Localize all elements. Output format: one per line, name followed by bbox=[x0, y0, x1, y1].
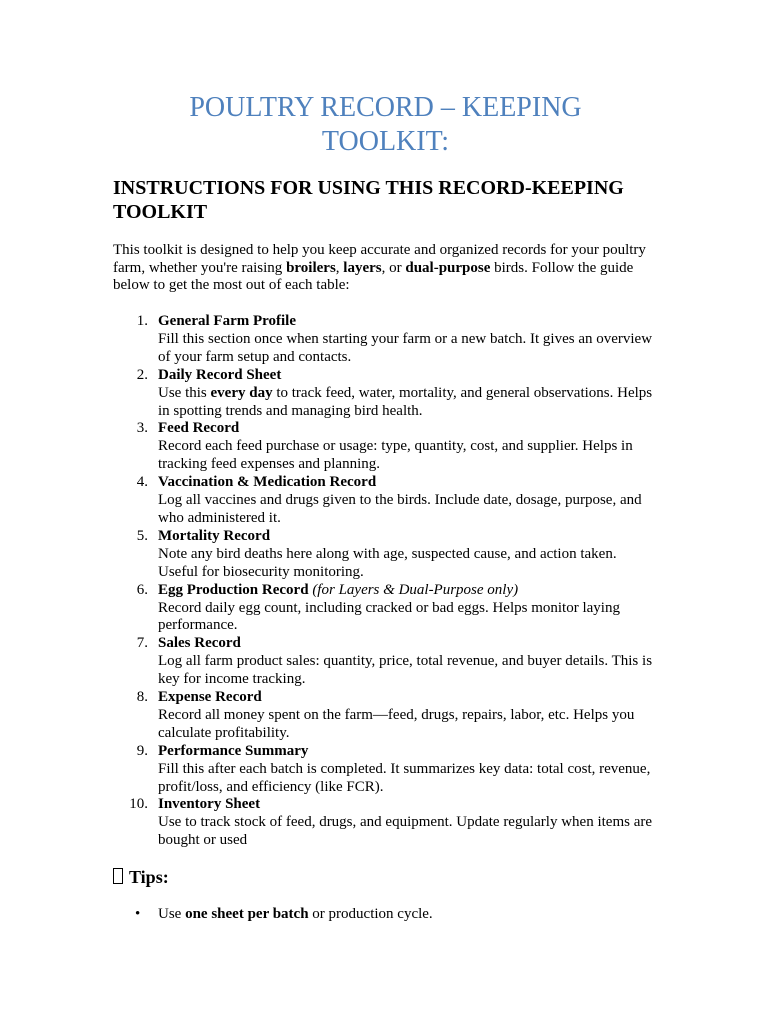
step-title: Sales Record bbox=[158, 635, 241, 652]
step-desc-text: to track feed, water, mortality, and general observations. Helps in spotting trends and managing bird health. bbox=[158, 384, 653, 419]
title-line-2: TOOLKIT: bbox=[321, 126, 450, 157]
tip-bold: one sheet per batch bbox=[185, 906, 309, 922]
step-number: 2. bbox=[136, 366, 148, 383]
list-item bbox=[113, 420, 658, 474]
step-desc-bold: every day bbox=[210, 384, 273, 401]
step-description: Use to track stock of feed, drugs, and equipment. Update regularly when items are bought or used bbox=[158, 814, 653, 849]
list-item bbox=[113, 367, 658, 421]
step-number: 6. bbox=[136, 581, 148, 598]
step-title: Mortality Record bbox=[158, 527, 271, 544]
list-item bbox=[113, 796, 658, 850]
heading-line-2: TOOLKIT bbox=[113, 201, 208, 223]
step-description: Log all farm product sales: quantity, price, total revenue, and buyer details. This is key for income tracking. bbox=[158, 653, 653, 688]
heading-line-1: INSTRUCTIONS FOR USING THIS RECORD-KEEPING bbox=[113, 177, 624, 199]
intro-sep-1: , bbox=[335, 259, 344, 276]
intro-text-1: This toolkit is designed to help you keep accurate and organized records for your poultry farm, whether you're raising bbox=[113, 242, 646, 276]
intro-bold-broilers: broilers bbox=[286, 259, 336, 276]
list-item bbox=[113, 689, 658, 743]
intro-bold-layers: layers bbox=[343, 259, 382, 276]
step-number: 8. bbox=[136, 689, 148, 706]
list-item bbox=[113, 582, 658, 636]
intro-bold-dual-purpose: dual-purpose bbox=[405, 259, 491, 276]
list-item bbox=[113, 905, 658, 923]
step-title: Expense Record bbox=[158, 689, 262, 706]
step-title: Daily Record Sheet bbox=[158, 366, 282, 383]
instructions-heading bbox=[113, 176, 658, 224]
tips-heading bbox=[113, 866, 169, 888]
step-number: 4. bbox=[136, 474, 148, 491]
step-description bbox=[158, 385, 658, 421]
list-item bbox=[113, 474, 658, 528]
step-description: Note any bird deaths here along with age, suspected cause, and action taken. Useful for biosecurity monitoring. bbox=[158, 545, 617, 580]
tips-list bbox=[113, 905, 658, 923]
step-title: Feed Record bbox=[158, 420, 240, 437]
step-title: Vaccination & Medication Record bbox=[158, 474, 377, 491]
step-title: Egg Production Record bbox=[158, 581, 309, 598]
document-title bbox=[113, 91, 658, 159]
step-desc-text: Use this bbox=[158, 384, 211, 401]
step-number: 5. bbox=[136, 527, 148, 544]
tips-heading-label: Tips: bbox=[129, 867, 169, 887]
step-number: 7. bbox=[136, 635, 148, 652]
intro-paragraph bbox=[113, 242, 658, 295]
list-item bbox=[113, 313, 658, 367]
tip-text: Use bbox=[158, 906, 186, 922]
step-title: Inventory Sheet bbox=[158, 796, 261, 813]
step-number: 10. bbox=[129, 796, 148, 813]
step-description: Record daily egg count, including cracked or bad eggs. Helps monitor laying performance. bbox=[158, 599, 620, 634]
step-title: General Farm Profile bbox=[158, 313, 297, 329]
step-title: Performance Summary bbox=[158, 742, 309, 759]
step-description: Record each feed purchase or usage: type, quantity, cost, and supplier. Helps in tracking feed expenses and planning. bbox=[158, 438, 633, 473]
tip-text: or production cycle. bbox=[308, 906, 433, 922]
list-item bbox=[113, 635, 658, 689]
step-description: Fill this section once when starting your farm or a new batch. It gives an overview of your farm setup and contacts. bbox=[158, 330, 653, 365]
step-note: (for Layers & Dual-Purpose only) bbox=[312, 581, 519, 598]
list-item bbox=[113, 743, 658, 797]
intro-sep-2: , or bbox=[381, 259, 406, 276]
bullet-icon: • bbox=[135, 906, 141, 922]
step-description: Record all money spent on the farm—feed, drugs, repairs, labor, etc. Helps you calculate profitability. bbox=[158, 706, 635, 741]
step-number: 1. bbox=[136, 313, 148, 329]
missing-glyph-icon bbox=[113, 868, 123, 884]
step-number: 3. bbox=[136, 420, 148, 437]
intro-text-2: birds. Follow the guide below to get the most out of each table: bbox=[113, 259, 634, 293]
title-line-1: POULTRY RECORD – KEEPING bbox=[189, 92, 582, 123]
instruction-steps-list bbox=[113, 313, 658, 850]
step-description: Fill this after each batch is completed. It summarizes key data: total cost, revenue, profit/loss, and efficiency (like FCR). bbox=[158, 760, 651, 795]
step-number: 9. bbox=[136, 742, 148, 759]
step-description: Log all vaccines and drugs given to the birds. Include date, dosage, purpose, and who administered it. bbox=[158, 492, 642, 526]
list-item bbox=[113, 528, 658, 582]
